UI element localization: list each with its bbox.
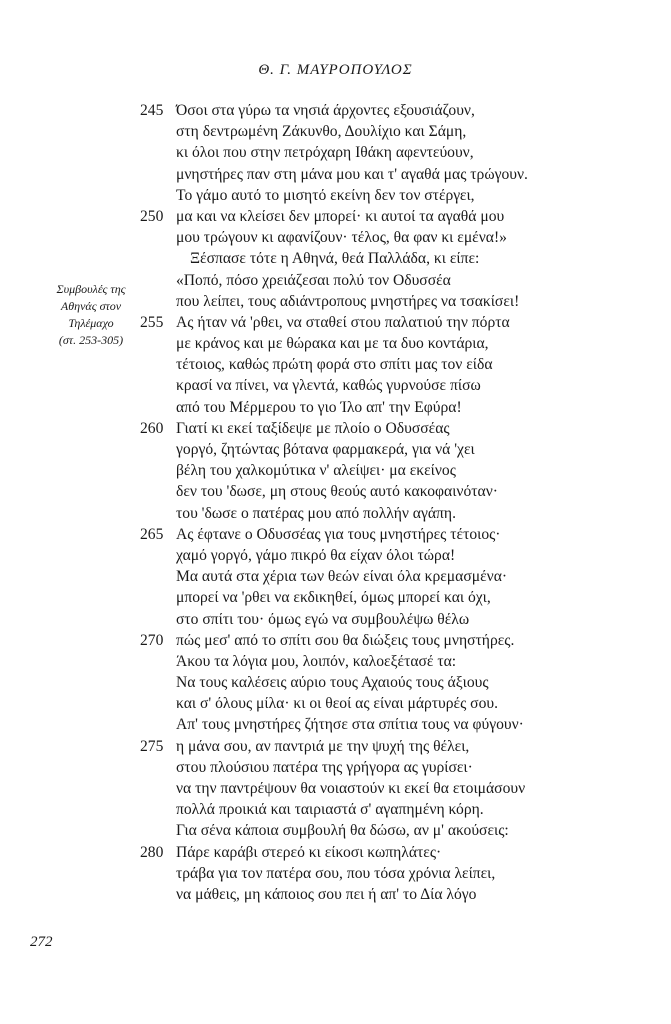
verse-line <box>0 799 671 820</box>
verse-text: Πάρε καράβι στερεό κι είκοσι κωπηλάτες· <box>176 843 442 861</box>
verse-line <box>0 227 671 248</box>
verse-text: γοργό, ζητώντας βότανα φαρμακερά, για νά 'χει <box>176 441 475 458</box>
verse-line <box>0 630 671 651</box>
verse-line <box>0 609 671 630</box>
verse-text: μνηστήρες παν στη μάνα μου και τ' αγαθά μας τρώγουν. <box>176 165 528 183</box>
verse-line <box>0 397 671 418</box>
verse-line <box>0 503 671 524</box>
verse-text: τράβα για τον πατέρα σου, που τόσα χρόνια λείπει, <box>176 864 496 882</box>
verse-line <box>0 651 671 672</box>
verse-line <box>0 842 671 863</box>
verse-line <box>0 206 671 227</box>
verse-line <box>0 121 671 142</box>
verse-line <box>0 714 671 735</box>
running-header: Θ. Γ. ΜΑΥΡΟΠΟΥΛΟΣ <box>258 62 413 78</box>
page-number: 272 <box>30 934 53 950</box>
poem-text <box>0 100 671 905</box>
verse-line <box>0 270 671 291</box>
verse-line <box>0 481 671 502</box>
verse-text: η μάνα σου, αν παντριά με την ψυχή της θέλει, <box>176 737 470 755</box>
verse-line <box>0 693 671 714</box>
verse-line <box>0 312 671 333</box>
verse-text: στου πλούσιου πατέρα της γρήγορα ας γυρίσει· <box>176 758 473 776</box>
verse-text: και σ' όλους μίλα· κι οι θεοί ας είναι μάρτυρές σου. <box>176 695 499 713</box>
verse-line <box>0 248 671 269</box>
verse-text: να την παντρέψουν θα νοιαστούν κι εκεί θα ετοιμάσουν <box>176 780 526 797</box>
verse-line <box>0 185 671 206</box>
verse-text: Ας έφτανε ο Οδυσσέας για τους μνηστήρες τέτοιος· <box>176 525 501 543</box>
verse-line <box>0 672 671 693</box>
margin-note-line: Αθηνάς στον <box>60 299 122 313</box>
verse-text: Να τους καλέσεις αύριο τους Αχαιούς τους άξιους <box>176 674 489 692</box>
verse-line <box>0 439 671 460</box>
verse-line <box>0 164 671 185</box>
verse-text: μα και να κλείσει δεν μπορεί· κι αυτοί τα αγαθά μου <box>176 207 505 225</box>
verse-text: να μάθεις, μη κάποιος σου πει ή απ' το Δία λόγο <box>176 885 477 903</box>
verse-text: του 'δωσε ο πατέρας μου από πολλήν αγάπη. <box>176 504 456 522</box>
verse-text: τέτοιος, καθώς πρώτη φορά στο σπίτι μας τον είδα <box>176 356 493 374</box>
verse-text: κι όλοι που στην πετρόχαρη Ιθάκη αφεντεύουν, <box>176 144 474 162</box>
verse-line <box>0 375 671 396</box>
verse-text: Το γάμο αυτό το μισητό εκείνη δεν τον στέργει, <box>176 186 475 204</box>
verse-text: μου τρώγουν κι αφανίζουν· τέλος, θα φαν κι εμένα!» <box>176 229 507 247</box>
verse-line <box>0 418 671 439</box>
verse-text: Μα αυτά στα χέρια των θεών είναι όλα κρεμασμένα· <box>176 568 508 586</box>
verse-text: στο σπίτι του· όμως εγώ να συμβουλέψω θέλω <box>176 610 470 628</box>
verse-text: πολλά προικιά και ταιριαστά σ' αγαπημένη κόρη. <box>176 801 484 819</box>
margin-note-line: Συμβουλές της <box>56 282 126 296</box>
verse-text: από του Μέρμερου το γιο Ίλο απ' την Εφύρα! <box>176 398 462 416</box>
verse-text: βέλη του χαλκομύτικα ν' αλείψει· μα εκείνος <box>176 462 456 480</box>
verse-line <box>0 757 671 778</box>
verse-text: χαμό γοργό, γάμο πικρό θα είχαν όλοι τώρα! <box>176 546 456 564</box>
verse-number: 260 <box>140 419 164 437</box>
verse-text: Γιατί κι εκεί ταξίδεψε με πλοίο ο Οδυσσέας <box>176 419 450 437</box>
verse-line <box>0 736 671 757</box>
verse-line <box>0 333 671 354</box>
verse-number: 280 <box>140 843 164 861</box>
verse-line <box>0 863 671 884</box>
margin-note-line: Τηλέμαχο <box>68 316 114 330</box>
verse-text: μπορεί να 'ρθει να εκδικηθεί, όμως μπορεί και όχι, <box>176 589 491 607</box>
verse-text: κρασί να πίνει, να γλεντά, καθώς γυρνούσε πίσω <box>176 377 481 395</box>
verse-text: Όσοι στα γύρω τα νησιά άρχοντες εξουσιάζουν, <box>176 102 475 119</box>
verse-line <box>0 142 671 163</box>
verse-text: «Ποπό, πόσο χρειάζεσαι πολύ τον Οδυσσέα <box>176 271 451 289</box>
verse-text: που λείπει, τους αδιάντροπους μνηστήρες να τσακίσει! <box>176 292 520 310</box>
verse-text: Ξέσπασε τότε η Αθηνά, θεά Παλλάδα, κι είπε: <box>190 250 480 268</box>
verse-line <box>0 566 671 587</box>
verse-text: στη δεντρωμένη Ζάκυνθο, Δουλίχιο και Σάμη, <box>176 123 467 141</box>
verse-line <box>0 587 671 608</box>
verse-number: 270 <box>140 631 164 649</box>
verse-line <box>0 524 671 545</box>
verse-text: Για σένα κάποια συμβουλή θα δώσω, αν μ' ακούσεις: <box>176 822 509 840</box>
verse-number: 245 <box>140 102 164 119</box>
margin-note-line: (στ. 253-305) <box>58 333 124 347</box>
verse-number: 275 <box>140 737 164 755</box>
verse-text: Απ' τους μνηστήρες ζήτησε στα σπίτια τους να φύγουν· <box>176 716 524 734</box>
verse-text: Ας ήταν νά 'ρθει, να σταθεί στου παλατιού την πόρτα <box>176 313 510 331</box>
verse-number: 250 <box>140 207 164 225</box>
verse-line <box>0 291 671 312</box>
verse-line <box>0 460 671 481</box>
verse-line <box>0 778 671 799</box>
verse-number: 255 <box>140 313 164 331</box>
verse-line <box>0 820 671 841</box>
verse-line <box>0 545 671 566</box>
verse-line <box>0 354 671 375</box>
verse-text: πώς μεσ' από το σπίτι σου θα διώξεις τους μνηστήρες. <box>176 631 515 649</box>
verse-text: Άκου τα λόγια μου, λοιπόν, καλοεξέτασέ τα: <box>176 652 457 670</box>
verse-text: δεν του 'δωσε, μη στους θεούς αυτό κακοφαινόταν· <box>176 483 498 501</box>
verse-line <box>0 100 671 121</box>
verse-text: με κράνος και με θώρακα και με τα δυο κοντάρια, <box>176 335 489 353</box>
verse-line <box>0 884 671 905</box>
verse-number: 265 <box>140 525 164 543</box>
